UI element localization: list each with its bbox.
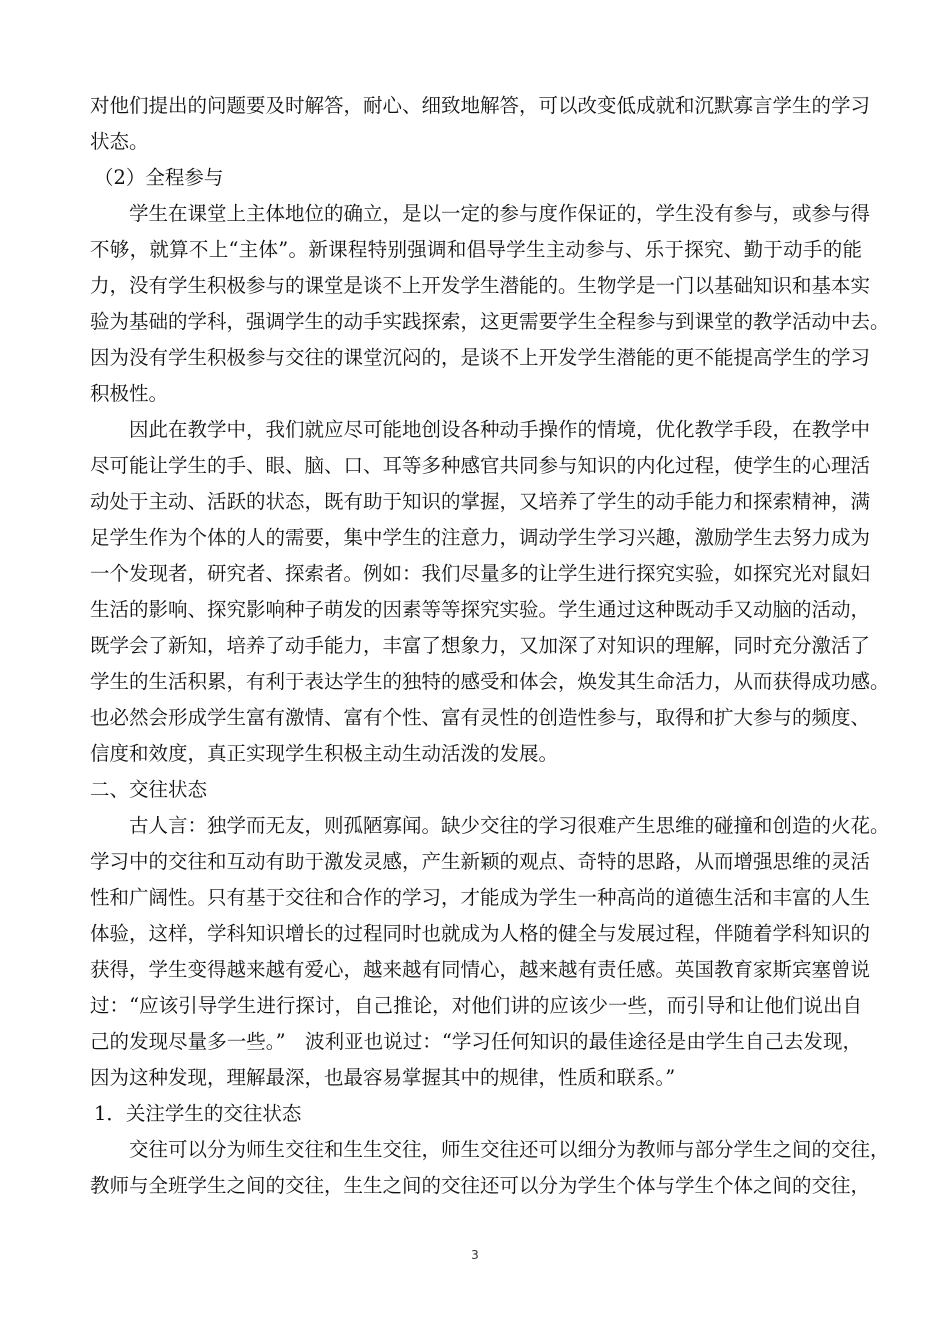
page-number: 3 bbox=[471, 1248, 479, 1262]
paragraph-line: 性和广阔性。只有基于交往和合作的学习，才能成为学生一种高尚的道德生活和丰富的人生 bbox=[90, 886, 871, 909]
paragraph-line: 动处于主动、活跃的状态，既有助于知识的掌握，又培养了学生的动手能力和探索精神，满 bbox=[90, 490, 871, 513]
paragraph-line: 验为基础的学科，强调学生的动手实践探索，这更需要学生全程参与到课堂的教学活动中去。 bbox=[90, 310, 890, 333]
section-heading-student-interaction: 1．关注学生的交往状态 bbox=[94, 1102, 302, 1125]
section-heading-interaction-state: 二、交往状态 bbox=[90, 778, 208, 801]
paragraph-line: 因此在教学中，我们就应尽可能地创设各种动手操作的情境，优化教学手段，在教学中 bbox=[129, 418, 871, 441]
paragraph-line: 尽可能让学生的手、眼、脑、口、耳等多种感官共同参与知识的内化过程，使学生的心理活 bbox=[90, 454, 871, 477]
paragraph-line: 信度和效度，真正实现学生积极主动生动活泼的发展。 bbox=[90, 742, 559, 765]
paragraph-line: 因为没有学生积极参与交往的课堂沉闷的，是谈不上开发学生潜能的更不能提高学生的学习 bbox=[90, 346, 871, 369]
paragraph-line: 对他们提出的问题要及时解答，耐心、细致地解答，可以改变低成就和沉默寡言学生的学习 bbox=[90, 94, 871, 117]
paragraph-line: 既学会了新知，培养了动手能力，丰富了想象力，又加深了对知识的理解，同时充分激活了 bbox=[90, 634, 871, 657]
paragraph-line: 积极性。 bbox=[90, 382, 169, 405]
paragraph-line: 交往可以分为师生交往和生生交往，师生交往还可以细分为教师与部分学生之间的交往， bbox=[129, 1138, 890, 1161]
document-body bbox=[90, 88, 890, 1204]
paragraph-line: 学生的生活积累，有利于表达学生的独特的感受和体会，焕发其生命活力，从而获得成功感。 bbox=[90, 670, 890, 693]
paragraph-line: 教师与全班学生之间的交往，生生之间的交往还可以分为学生个体与学生个体之间的交往， bbox=[90, 1174, 871, 1197]
paragraph-line: 学生在课堂上主体地位的确立，是以一定的参与度作保证的，学生没有参与，或参与得 bbox=[129, 202, 871, 225]
paragraph-line: 因为这种发现，理解最深，也最容易掌握其中的规律，性质和联系。” bbox=[90, 1066, 676, 1089]
paragraph-line: 获得，学生变得越来越有爱心，越来越有同情心，越来越有责任感。英国教育家斯宾塞曾说 bbox=[90, 958, 871, 981]
paragraph-line: 古人言：独学而无友，则孤陋寡闻。缺少交往的学习很难产生思维的碰撞和创造的火花。 bbox=[129, 814, 890, 837]
paragraph-line: 己的发现尽量多一些。” 波利亚也说过：“学习任何知识的最佳途径是由学生自己去发现， bbox=[90, 1030, 862, 1053]
paragraph-line: 不够，就算不上“主体”。新课程特别强调和倡导学生主动参与、乐于探究、勤于动手的能 bbox=[90, 238, 862, 261]
paragraph-line: 力，没有学生积极参与的课堂是谈不上开发学生潜能的。生物学是一门以基础知识和基本实 bbox=[90, 274, 871, 297]
paragraph-line: 学习中的交往和互动有助于激发灵感，产生新颖的观点、奇特的思路，从而增强思维的灵活 bbox=[90, 850, 871, 873]
paragraph-line: 也必然会形成学生富有激情、富有个性、富有灵性的创造性参与，取得和扩大参与的频度、 bbox=[90, 706, 871, 729]
paragraph-line: 状态。 bbox=[90, 130, 149, 153]
paragraph-line: 足学生作为个体的人的需要，集中学生的注意力，调动学生学习兴趣，激励学生去努力成为 bbox=[90, 526, 871, 549]
paragraph-line: 一个发现者，研究者、探索者。例如：我们尽量多的让学生进行探究实验，如探究光对鼠妇 bbox=[90, 562, 871, 585]
paragraph-line: 体验，这样，学科知识增长的过程同时也就成为人格的健全与发展过程，伴随着学科知识的 bbox=[90, 922, 871, 945]
paragraph-line: 生活的影响、探究影响种子萌发的因素等等探究实验。学生通过这种既动手又动脑的活动， bbox=[90, 598, 871, 621]
section-heading-full-participation: （2）全程参与 bbox=[94, 166, 224, 189]
paragraph-line: 过：“应该引导学生进行探讨，自己推论，对他们讲的应该少一些，而引导和让他们说出自 bbox=[90, 994, 862, 1017]
